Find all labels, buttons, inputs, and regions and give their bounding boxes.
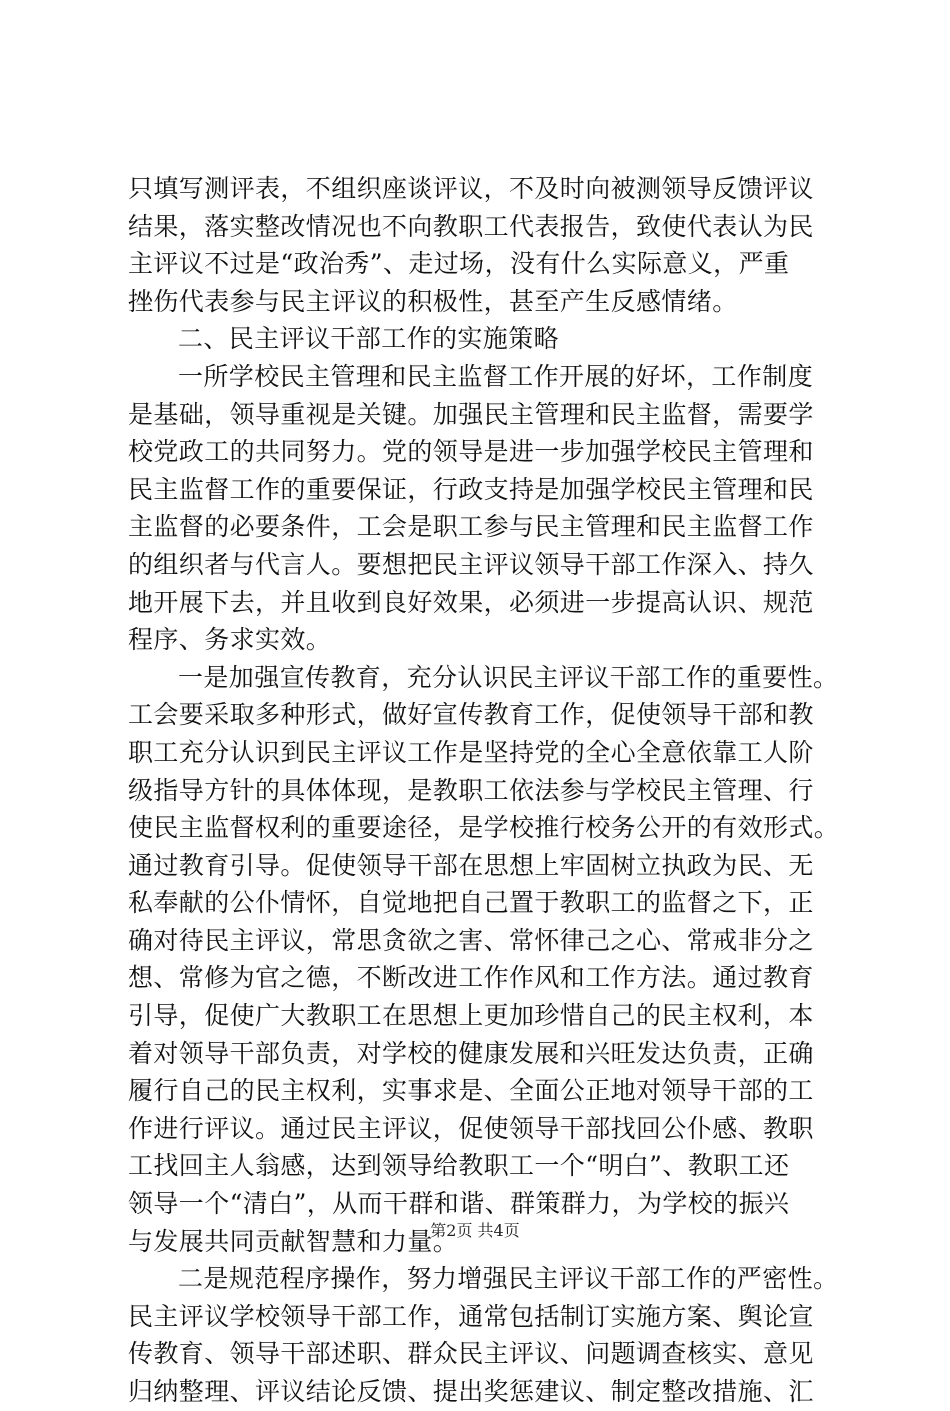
- text-line: 归纳整理、评议结论反馈、提出奖惩建议、制定整改措施、汇: [128, 1377, 814, 1406]
- text-line: 级指导方针的具体体现，是教职工依法参与学校民主管理、行: [128, 775, 814, 805]
- text-line: 一是加强宣传教育，充分认识民主评议干部工作的重要性。: [178, 662, 839, 692]
- text-line: 与发展共同贡献智慧和力量。: [128, 1226, 459, 1256]
- text-line: 使民主监督权利的重要途径，是学校推行校务公开的有效形式。: [128, 813, 840, 843]
- text-line: 私奉献的公仆情怀，自觉地把自己置于教职工的监督之下，正: [128, 888, 814, 918]
- text-line: 作进行评议。通过民主评议，促使领导干部找回公仆感、教职: [128, 1113, 814, 1143]
- text-line: 想、常修为官之德，不断改进工作作风和工作方法。通过教育: [128, 963, 814, 993]
- text-line: 着对领导干部负责，对学校的健康发展和兴旺发达负责，正确: [128, 1038, 814, 1068]
- text-line: 二是规范程序操作，努力增强民主评议干部工作的严密性。: [178, 1264, 839, 1294]
- text-line: 主监督的必要条件，工会是职工参与民主管理和民主监督工作: [128, 512, 814, 542]
- text-line: 工会要采取多种形式，做好宣传教育工作，促使领导干部和教: [128, 700, 814, 730]
- page-footer: 第2页 共4页: [430, 1221, 520, 1240]
- text-line: 传教育、领导干部述职、群众民主评议、问题调查核实、意见: [128, 1339, 814, 1369]
- text-line: 程序、务求实效。: [128, 625, 332, 655]
- text-line: 主评议不过是“政治秀”、走过场，没有什么实际意义，严重: [128, 249, 790, 279]
- text-line: 结果，落实整改情况也不向教职工代表报告，致使代表认为民: [128, 211, 814, 241]
- text-line: 是基础，领导重视是关键。加强民主管理和民主监督，需要学: [128, 399, 814, 429]
- text-line: 确对待民主评议，常思贪欲之害、常怀律己之心、常戒非分之: [128, 925, 814, 955]
- text-line: 通过教育引导。促使领导干部在思想上牢固树立执政为民、无: [128, 850, 814, 880]
- text-line: 领导一个“清白”，从而干群和谐、群策群力，为学校的振兴: [128, 1189, 790, 1219]
- text-line: 校党政工的共同努力。党的领导是进一步加强学校民主管理和: [128, 437, 814, 467]
- text-line: 引导，促使广大教职工在思想上更加珍惜自己的民主权利，本: [128, 1001, 814, 1031]
- text-line: 一所学校民主管理和民主监督工作开展的好坏，工作制度: [178, 361, 814, 391]
- text-line: 履行自己的民主权利，实事求是、全面公正地对领导干部的工: [128, 1076, 814, 1106]
- text-line: 二、民主评议干部工作的实施策略: [178, 324, 560, 354]
- text-line: 只填写测评表，不组织座谈评议，不及时向被测领导反馈评议: [128, 174, 814, 203]
- text-line: 民主评议学校领导干部工作，通常包括制订实施方案、舆论宣: [128, 1301, 814, 1331]
- text-line: 民主监督工作的重要保证，行政支持是加强学校民主管理和民: [128, 474, 814, 504]
- text-line: 的组织者与代言人。要想把民主评议领导干部工作深入、持久: [128, 549, 814, 579]
- text-line: 职工充分认识到民主评议工作是坚持党的全心全意依靠工人阶: [128, 737, 814, 767]
- text-line: 地开展下去，并且收到良好效果，必须进一步提高认识、规范: [128, 587, 814, 617]
- text-line: 工找回主人翁感，达到领导给教职工一个“明白”、教职工还: [128, 1151, 790, 1181]
- text-line: 挫伤代表参与民主评议的积极性，甚至产生反感情绪。: [128, 286, 738, 316]
